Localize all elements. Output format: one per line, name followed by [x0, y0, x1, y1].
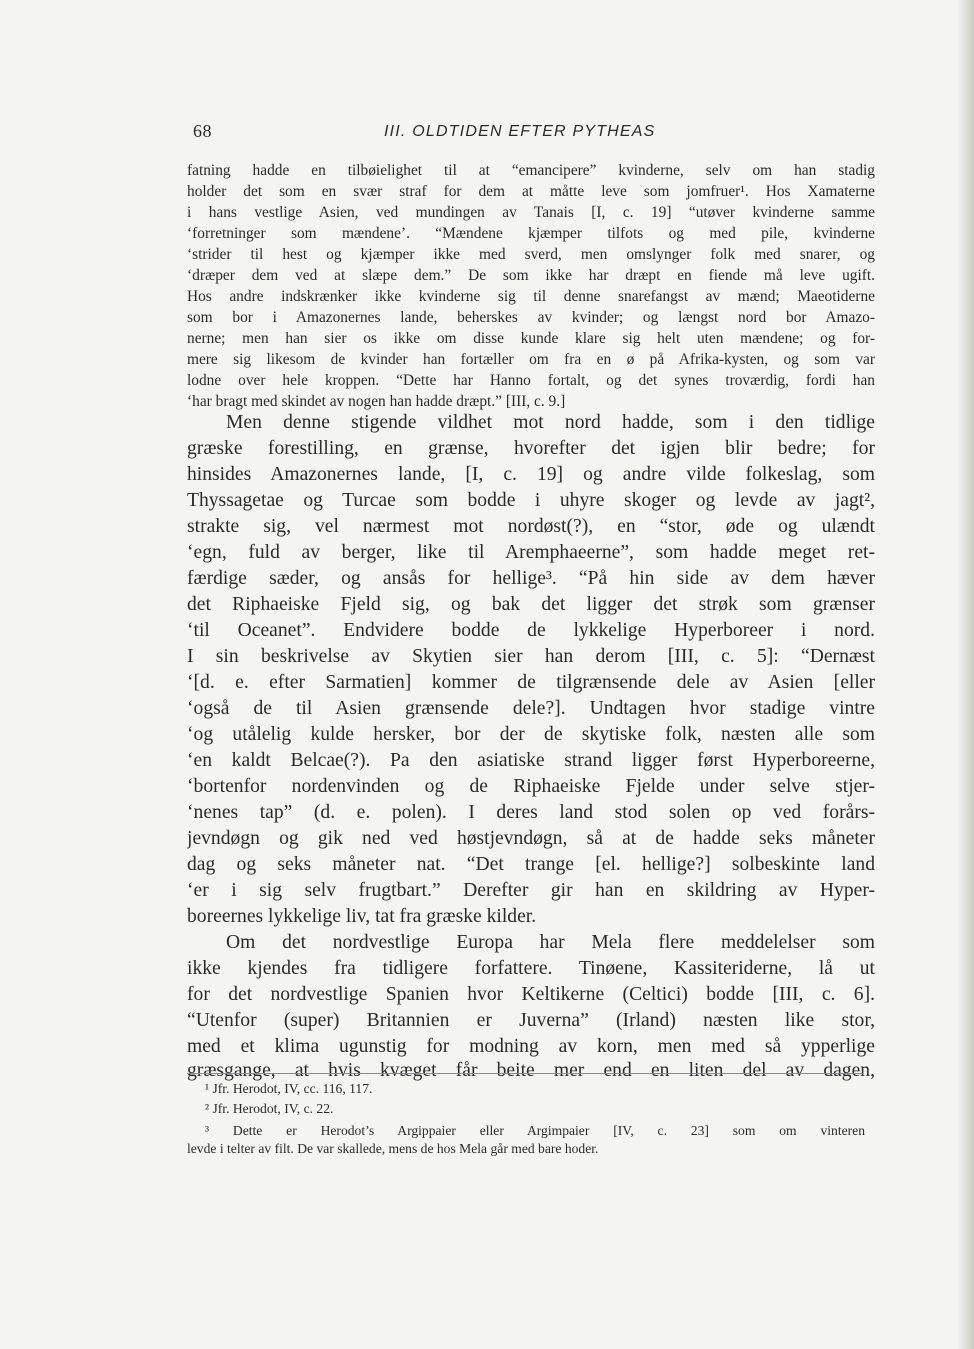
running-head: III. OLDTIDEN EFTER PYTHEAS — [384, 123, 656, 140]
body-line: I sin beskrivelse av Skytien sier han derom [III, c. 5]: “Dernæst — [187, 646, 875, 667]
body-line: ‘en kaldt Belcae(?). Pa den asiatiske strand ligger først Hyperboreerne, — [187, 750, 875, 771]
footnote: levde i telter av filt. De var skallede, mens de hos Mela går med bare hoder. — [187, 1141, 599, 1156]
body-line: ‘og utålelig kulde hersker, bor der de skytiske folk, næsten alle som — [187, 724, 875, 745]
footnote: ¹ Jfr. Herodot, IV, cc. 116, 117. — [205, 1081, 373, 1096]
body-line: Thyssagetae og Turcae som bodde i uhyre skoger og levde av jagt², — [187, 490, 875, 511]
body-line: færdige sæder, og ansås for hellige³. “På hin side av dem hæver — [187, 568, 875, 589]
body-line: for det nordvestlige Spanien hvor Keltikerne (Celtici) bodde [III, c. 6]. — [187, 984, 875, 1005]
body-line: med et klima ugunstig for modning av korn, men med så ypperlige — [187, 1036, 875, 1057]
quote-line: ‘dræper dem ved at slæpe dem.” De som ikke har dræpt en fiende må leve ugift. — [187, 267, 875, 284]
quote-line: lodne over hele kroppen. “Dette har Hanno fortalt, og det synes troværdig, fordi han — [187, 372, 875, 389]
body-line: boreernes lykkelige liv, tat fra græske kilder. — [187, 906, 537, 927]
body-line: ‘er i sig selv frugtbart.” Derefter gir han en skildring av Hyper- — [187, 880, 875, 901]
quote-line: holder det som en svær straf for dem at måtte leve som jomfruer¹. Hos Xamaterne — [187, 183, 875, 200]
body-line: ikke kjendes fra tidligere forfattere. Tinøene, Kassiteriderne, lå ut — [187, 958, 875, 979]
body-line: Om det nordvestlige Europa har Mela flere meddelelser som — [226, 932, 875, 953]
body-line: græsgange, at hvis kvæget får beite mer end en liten del av dagen, — [187, 1060, 875, 1081]
body-line: dag og seks måneter nat. “Det trange [el. hellige?] solbeskinte land — [187, 854, 875, 875]
body-line: strakte sig, vel nærmest mot nordøst(?), en “stor, øde og ulændt — [187, 516, 875, 537]
footnote-rule — [187, 1073, 863, 1074]
quote-line: Hos andre indskrænker ikke kvinderne sig til denne snarefangst av mænd; Maeotiderne — [187, 288, 875, 305]
body-line: ‘[d. e. efter Sarmatien] kommer de tilgrænsende dele av Asien [eller — [187, 672, 875, 693]
quote-line: ‘har bragt med skindet av nogen han hadde dræpt.” [III, c. 9.] — [187, 393, 566, 410]
body-line: hinsides Amazonernes lande, [I, c. 19] og andre vilde folkeslag, som — [187, 464, 875, 485]
body-line: “Utenfor (super) Britannien er Juverna” (Irland) næsten like stor, — [187, 1010, 875, 1031]
page-edge-shadow — [958, 0, 974, 1349]
body-line: ‘nenes tap” (d. e. polen). I deres land stod solen op ved forårs- — [187, 802, 875, 823]
body-line: ‘også de til Asien grænsende dele?]. Undtagen hvor stadige vintre — [187, 698, 875, 719]
body-line: ‘til Oceanet”. Endvidere bodde de lykkelige Hyperboreer i nord. — [187, 620, 875, 641]
body-line: ‘bortenfor nordenvinden og de Riphaeiske Fjelde under selve stjer- — [187, 776, 875, 797]
footnote: ² Jfr. Herodot, IV, c. 22. — [205, 1101, 334, 1116]
body-line: det Riphaeiske Fjeld sig, og bak det ligger det strøk som grænser — [187, 594, 875, 615]
body-line: ‘egn, fuld av berger, like til Aremphaeerne”, som hadde meget ret- — [187, 542, 875, 563]
body-line: jevndøgn og gik ned ved høstjevndøgn, så at de hadde seks måneter — [187, 828, 875, 849]
body-line: Men denne stigende vildhet mot nord hadde, som i den tidlige — [226, 412, 875, 433]
quote-line: ‘strider til hest og kjæmper ikke med sverd, men omslynger folk med snarer, og — [187, 246, 875, 263]
quote-line: som bor i Amazonernes lande, beherskes av kvinder; og længst nord bor Amazo- — [187, 309, 875, 326]
body-line: græske forestilling, en grænse, hvorefter det igjen blir bedre; for — [187, 438, 875, 459]
page-number: 68 — [193, 121, 212, 141]
footnote: ³ Dette er Herodot’s Argippaier eller Argimpaier [IV, c. 23] som om vinteren — [205, 1123, 865, 1138]
quote-line: nerne; men han sier os ikke om disse kunde klare sig helt uten mændene; og for- — [187, 330, 875, 347]
quote-line: mere sig likesom de kvinder han fortæller om fra en ø på Afrika-kysten, og som var — [187, 351, 875, 368]
quote-line: fatning hadde en tilbøielighet til at “emancipere” kvinderne, selv om han stadig — [187, 162, 875, 179]
quote-line: ‘forretninger som mændene’. “Mændene kjæmper tilfots og med pile, kvinderne — [187, 225, 875, 242]
quote-line: i hans vestlige Asien, ved mundingen av Tanais [I, c. 19] “utøver kvinderne samme — [187, 204, 875, 221]
